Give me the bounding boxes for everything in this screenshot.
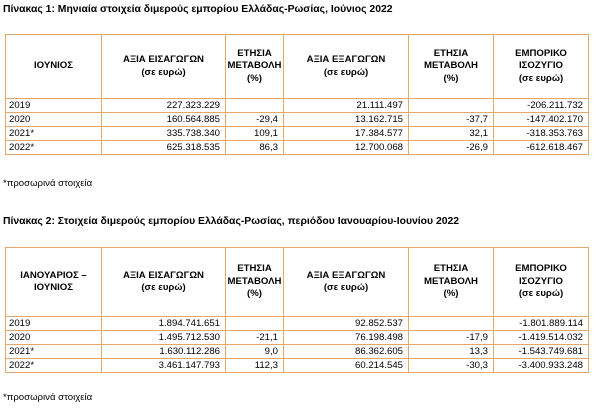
balance-cell: -1.543.749.681 — [494, 345, 589, 359]
exports-change-cell: -30,3 — [409, 359, 494, 373]
imports-cell: 625.318.535 — [102, 141, 226, 155]
imports-change-cell: 9,0 — [226, 345, 284, 359]
table2-header-imports-change: ΕΤΗΣΙΑ ΜΕΤΑΒΟΛΗ (%) — [226, 248, 284, 317]
balance-cell: -3.400.933.248 — [494, 359, 589, 373]
table-row — [6, 141, 589, 155]
table2-header-period: ΙΑΝΟΥΑΡΙΟΣ – ΙΟΥΝΙΟΣ — [6, 248, 102, 317]
table2-footnote: *προσωρινά στοιχεία — [3, 392, 93, 403]
table1-header-exports: ΑΞΙΑ ΕΞΑΓΩΓΩΝ (σε ευρώ) — [284, 35, 409, 99]
table-row — [6, 345, 589, 359]
balance-cell: -1.801.889.114 — [494, 317, 589, 331]
exports-change-cell — [409, 317, 494, 331]
exports-change-cell: 32,1 — [409, 127, 494, 141]
imports-cell: 3.461.147.793 — [102, 359, 226, 373]
balance-cell: -318.353.763 — [494, 127, 589, 141]
table1-monthly-trade — [5, 34, 589, 155]
table-row — [6, 99, 589, 113]
table2-header-imports: ΑΞΙΑ ΕΙΣΑΓΩΓΩΝ (σε ευρώ) — [102, 248, 226, 317]
imports-change-cell: 112,3 — [226, 359, 284, 373]
table2-header-row — [6, 248, 589, 317]
exports-change-cell: -17,9 — [409, 331, 494, 345]
imports-change-cell: -29,4 — [226, 113, 284, 127]
table2-header-exports: ΑΞΙΑ ΕΞΑΓΩΓΩΝ (σε ευρώ) — [284, 248, 409, 317]
balance-cell: -206.211.732 — [494, 99, 589, 113]
imports-change-cell: 109,1 — [226, 127, 284, 141]
balance-cell: -147.402.170 — [494, 113, 589, 127]
exports-change-cell: 13,3 — [409, 345, 494, 359]
exports-cell: 12.700.068 — [284, 141, 409, 155]
imports-change-cell — [226, 99, 284, 113]
year-cell: 2019 — [6, 99, 102, 113]
exports-change-cell — [409, 99, 494, 113]
table-row — [6, 127, 589, 141]
year-cell: 2020 — [6, 113, 102, 127]
table1-header-row — [6, 35, 589, 99]
table1-header-exports-change: ΕΤΗΣΙΑ ΜΕΤΑΒΟΛΗ (%) — [409, 35, 494, 99]
exports-cell: 76.198.498 — [284, 331, 409, 345]
table-row — [6, 113, 589, 127]
imports-cell: 1.894.741.651 — [102, 317, 226, 331]
exports-cell: 13.162.715 — [284, 113, 409, 127]
exports-cell: 86.362.605 — [284, 345, 409, 359]
year-cell: 2021* — [6, 345, 102, 359]
imports-cell: 227.323.229 — [102, 99, 226, 113]
imports-change-cell: -21,1 — [226, 331, 284, 345]
imports-cell: 1.630.112.286 — [102, 345, 226, 359]
table1-header-balance: ΕΜΠΟΡΙΚΟ ΙΣΟΖΥΓΙΟ (σε ευρώ) — [494, 35, 589, 99]
table1-caption: Πίνακας 1: Μηνιαία στοιχεία διμερούς εμπορίου Ελλάδας-Ρωσίας, Ιούνιος 2022 — [3, 4, 393, 15]
exports-change-cell: -26,9 — [409, 141, 494, 155]
imports-cell: 160.564.885 — [102, 113, 226, 127]
year-cell: 2021* — [6, 127, 102, 141]
balance-cell: -1.419.514.032 — [494, 331, 589, 345]
imports-change-cell: 86,3 — [226, 141, 284, 155]
exports-cell: 21.111.497 — [284, 99, 409, 113]
table1-header-period: ΙΟΥΝΙΟΣ — [6, 35, 102, 99]
year-cell: 2022* — [6, 359, 102, 373]
table-row — [6, 331, 589, 345]
balance-cell: -612.618.467 — [494, 141, 589, 155]
exports-cell: 92.852.537 — [284, 317, 409, 331]
imports-change-cell — [226, 317, 284, 331]
imports-cell: 335.738.340 — [102, 127, 226, 141]
table2-header-exports-change: ΕΤΗΣΙΑ ΜΕΤΑΒΟΛΗ (%) — [409, 248, 494, 317]
table-row — [6, 317, 589, 331]
imports-cell: 1.495.712.530 — [102, 331, 226, 345]
year-cell: 2019 — [6, 317, 102, 331]
table2-header-balance: ΕΜΠΟΡΙΚΟ ΙΣΟΖΥΓΙΟ (σε ευρώ) — [494, 248, 589, 317]
table1-footnote: *προσωρινά στοιχεία — [3, 178, 93, 189]
exports-cell: 60.214.545 — [284, 359, 409, 373]
table2-half-year-trade — [5, 247, 589, 373]
year-cell: 2022* — [6, 141, 102, 155]
table1-header-imports-change: ΕΤΗΣΙΑ ΜΕΤΑΒΟΛΗ (%) — [226, 35, 284, 99]
table2-caption: Πίνακας 2: Στοιχεία διμερούς εμπορίου Ελλάδας-Ρωσίας, περιόδου Ιανουαρίου-Ιουνίου 2022 — [3, 216, 460, 227]
exports-change-cell: -37,7 — [409, 113, 494, 127]
exports-cell: 17.384.577 — [284, 127, 409, 141]
year-cell: 2020 — [6, 331, 102, 345]
table-row — [6, 359, 589, 373]
table1-header-imports: ΑΞΙΑ ΕΙΣΑΓΩΓΩΝ (σε ευρώ) — [102, 35, 226, 99]
